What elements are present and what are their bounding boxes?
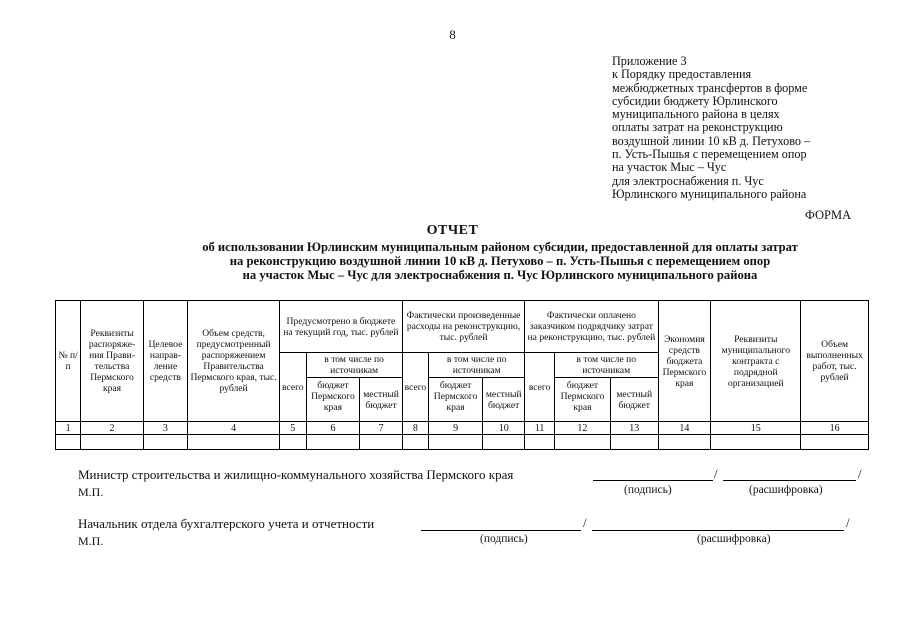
table-cell <box>429 435 483 450</box>
column-number: 6 <box>306 422 360 435</box>
header-budget-perm: бюджет Пермского края <box>306 378 360 422</box>
table-cell <box>525 435 555 450</box>
table-cell <box>56 435 81 450</box>
column-number: 9 <box>429 422 483 435</box>
table-cell <box>711 435 801 450</box>
decoding-caption: (расшифровка) <box>749 484 823 496</box>
accountant-signature-line <box>421 530 581 531</box>
appendix-line: п. Усть-Пышья с перемещением опор <box>612 147 807 162</box>
column-number: 7 <box>360 422 402 435</box>
appendix-line: Приложение 3 <box>612 54 687 68</box>
table-cell <box>483 435 525 450</box>
subtitle-line: на участок Мыс – Чус для электроснабжения п. Чус Юрлинского муниципального района <box>242 268 758 282</box>
appendix-line: к Порядку предоставления <box>612 67 752 82</box>
report-table <box>55 300 869 450</box>
column-number: 16 <box>801 422 869 435</box>
column-number: 2 <box>81 422 143 435</box>
appendix-line: для электроснабжения п. Чус <box>612 173 764 188</box>
header-num: № п/п <box>56 301 81 422</box>
header-local-budget: местный бюджет <box>610 378 658 422</box>
signature-separator: / <box>714 466 718 481</box>
header-budget-perm: бюджет Пермского края <box>554 378 610 422</box>
header-savings: Экономия средств бюджета Пермского края <box>658 301 711 422</box>
column-number: 3 <box>143 422 187 435</box>
table-cell <box>188 435 280 450</box>
header-total: всего <box>402 353 428 422</box>
column-number: 10 <box>483 422 525 435</box>
table-cell <box>143 435 187 450</box>
header-work-volume: Объем выполненных работ, тыс. рублей <box>801 301 869 422</box>
minister-signature-line <box>593 480 713 481</box>
appendix-line: на участок Мыс – Чус <box>612 160 727 175</box>
header-volume-order: Объем средств, предусмотренный распоряжением Правительства Пермского края, тыс. рублей <box>188 301 280 422</box>
signature-caption: (подпись) <box>480 533 528 545</box>
header-paid-group: Фактически оплачено заказчиком подрядчику затрат на реконструкцию, тыс. рублей <box>525 301 658 353</box>
header-purpose: Целевое направ-ление средств <box>143 301 187 422</box>
header-including: в том числе по источникам <box>554 353 658 378</box>
table-cell <box>360 435 402 450</box>
column-number: 12 <box>554 422 610 435</box>
header-contract: Реквизиты муниципального контракта с подрядной организацией <box>711 301 801 422</box>
column-number: 8 <box>402 422 428 435</box>
header-total: всего <box>280 353 306 422</box>
subtitle-line: на реконструкцию воздушной линии 10 кВ д. Петухово – п. Усть-Пышья с перемещением опор <box>229 254 771 268</box>
header-including: в том числе по источникам <box>306 353 402 378</box>
forma-label: ФОРМА <box>805 208 852 222</box>
minister-decoding-line <box>723 480 856 481</box>
column-number: 14 <box>658 422 711 435</box>
column-number: 13 <box>610 422 658 435</box>
subtitle-line: об использовании Юрлинским муниципальным районом субсидии, предоставленной для оплаты затрат <box>202 240 798 254</box>
appendix-line: оплаты затрат на реконструкцию <box>612 120 783 135</box>
signature-caption: (подпись) <box>624 484 672 496</box>
header-local-budget: местный бюджет <box>483 378 525 422</box>
header-local-budget: местный бюджет <box>360 378 402 422</box>
column-number: 11 <box>525 422 555 435</box>
data-row-empty <box>56 435 869 450</box>
signature-separator: / <box>583 515 587 530</box>
minister-signature-label: Министр строительства и жилищно-коммунального хозяйства Пермского края <box>78 467 514 482</box>
table-cell <box>402 435 428 450</box>
header-budget-group: Предусмотрено в бюджете на текущий год, тыс. рублей <box>280 301 403 353</box>
header-total: всего <box>525 353 555 422</box>
decoding-caption: (расшифровка) <box>697 533 771 545</box>
column-number: 1 <box>56 422 81 435</box>
column-number: 5 <box>280 422 306 435</box>
header-order-details: Реквизиты распоряже-ния Прави-тельства Пермского края <box>81 301 143 422</box>
stamp-place-label: М.П. <box>78 534 104 548</box>
signature-separator: / <box>858 466 862 481</box>
appendix-block <box>612 55 882 201</box>
appendix-line: воздушной линии 10 кВ д. Петухово – <box>612 133 811 148</box>
report-title: ОТЧЕТ <box>426 223 479 238</box>
header-actual-group: Фактически произведенные расходы на реконструкцию, тыс. рублей <box>402 301 525 353</box>
column-number-row <box>56 422 869 435</box>
table-cell <box>280 435 306 450</box>
signature-separator: / <box>846 515 850 530</box>
column-number: 4 <box>188 422 280 435</box>
appendix-line: Юрлинского муниципального района <box>612 186 807 201</box>
header-including: в том числе по источникам <box>429 353 525 378</box>
accountant-decoding-line <box>592 530 844 531</box>
appendix-line: субсидии бюджету Юрлинского <box>612 93 778 108</box>
report-subtitle <box>60 240 905 282</box>
table-cell <box>306 435 360 450</box>
table-cell <box>801 435 869 450</box>
page-number: 8 <box>449 27 456 42</box>
column-number: 15 <box>711 422 801 435</box>
accountant-signature-label: Начальник отдела бухгалтерского учета и отчетности <box>78 516 375 531</box>
table-cell <box>658 435 711 450</box>
header-row-1 <box>56 301 869 353</box>
header-budget-perm: бюджет Пермского края <box>429 378 483 422</box>
appendix-line: межбюджетных трансфертов в форме <box>612 80 808 95</box>
table-cell <box>81 435 143 450</box>
stamp-place-label: М.П. <box>78 485 104 499</box>
table-cell <box>554 435 610 450</box>
appendix-line: муниципального района в целях <box>612 107 780 122</box>
table-cell <box>610 435 658 450</box>
